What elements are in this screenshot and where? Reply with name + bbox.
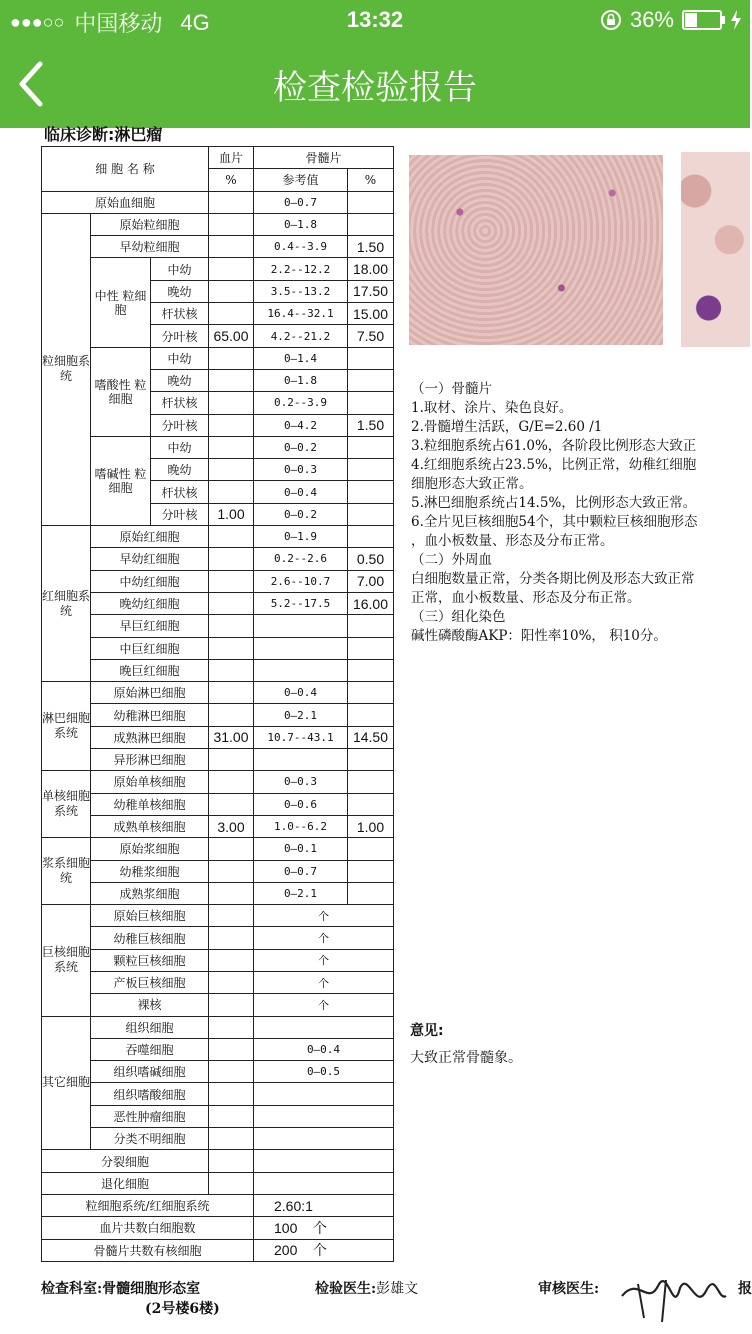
table-row [42,236,394,258]
opinion-label: 意见: [410,1023,444,1039]
blood-value [209,548,254,570]
findings-line: 细胞形态大致正常。 [411,476,533,492]
cell-label: 早幼粒细胞 [91,236,209,258]
blood-value: 65.00 [209,325,254,347]
reviewer-field: 审核医生: [538,1281,600,1297]
ref-value: 2.6--10.7 [254,570,348,592]
cell-label: 中巨红细胞 [91,637,209,659]
cell-label: 裸核 [91,994,209,1016]
cell-label: 晚巨红细胞 [91,659,209,681]
table-row [42,1083,394,1105]
group-mono: 单核细胞系统 [42,771,91,838]
status-bar [0,0,750,40]
cell-label: 中幼红细胞 [91,570,209,592]
cell-label: 原始血细胞 [42,191,209,213]
signal-strength: ●●●○○ [10,12,65,32]
marrow-value [348,213,394,235]
marrow-value [348,526,394,548]
marrow-value [348,369,394,391]
blood-value [209,459,254,481]
ref-value: 0—0.7 [254,860,348,882]
table-row [42,258,394,280]
ref-value: 0—0.2 [254,503,348,525]
table-row [42,213,394,235]
marrow-value [348,659,394,681]
findings-line: 3.粒细胞系统占61.0%，各阶段比例形态大致正 [411,438,697,454]
table-row [42,882,394,904]
table-row [42,994,394,1016]
cell-label: 原始淋巴细胞 [91,682,209,704]
table-row [42,659,394,681]
findings-text [411,380,750,646]
cell-label: 早幼红细胞 [91,548,209,570]
marrow-value [348,615,394,637]
ref-value: 个 [254,927,394,949]
cell-label: 分叶核 [151,325,209,347]
cell-label: 退化细胞 [42,1172,209,1194]
blood-value [209,392,254,414]
blood-value [209,303,254,325]
findings-line: 2.骨髓增生活跃，G/E=2.60 /1 [411,419,603,435]
table-row [42,570,394,592]
table-row [42,1061,394,1083]
cell-label: 成熟浆细胞 [91,882,209,904]
cell-label: 杆状核 [151,392,209,414]
cell-label: 原始单核细胞 [91,771,209,793]
cell-label: 原始巨核细胞 [91,905,209,927]
table-row [42,1105,394,1127]
cell-label: 骨髓片共数有核细胞 [42,1239,254,1261]
ref-value: 0—2.1 [254,704,348,726]
cell-label: 颗粒巨核细胞 [91,949,209,971]
table-row [42,147,394,169]
marrow-value [348,771,394,793]
ref-value: 个 [254,994,394,1016]
table-row [42,637,394,659]
ref-value: 个 [254,905,394,927]
cell-label: 幼稚淋巴细胞 [91,704,209,726]
findings-line: 6.全片见巨核细胞54个，其中颗粒巨核细胞形态 [411,514,698,530]
status-time: 13:32 [346,7,404,32]
blood-value [209,592,254,614]
table-row [42,726,394,748]
blood-value [209,704,254,726]
cell-label: 成熟单核细胞 [91,815,209,837]
blood-value [209,369,254,391]
table-row [42,860,394,882]
marrow-value [348,793,394,815]
cell-label: 晚幼红细胞 [91,592,209,614]
marrow-value: 1.50 [348,414,394,436]
findings-line: 5.淋巴细胞系统占14.5%，比例形态大致正常。 [411,495,697,511]
cell-label: 中幼 [151,347,209,369]
ref-value: 3.5--13.2 [254,280,348,302]
battery-percent: 36% [629,7,674,32]
ref-value: 0—0.4 [254,1038,394,1060]
cell-label: 原始浆细胞 [91,838,209,860]
blood-value [209,771,254,793]
header-percent: % [348,169,394,191]
ref-value: 0—1.8 [254,369,348,391]
cell-label: 异形淋巴细胞 [91,749,209,771]
table-row [42,615,394,637]
blood-value [209,659,254,681]
cell-label: 组织嗜碱细胞 [91,1061,209,1083]
marrow-value [348,503,394,525]
ref-value [254,637,348,659]
table-row [42,1217,394,1239]
blood-value [209,236,254,258]
table-row [42,749,394,771]
blood-value [209,436,254,458]
findings-line: 1.取材、涂片、染色良好。 [411,400,573,416]
blood-value [209,347,254,369]
ref-value: 0—1.9 [254,526,348,548]
cell-label: 原始红细胞 [91,526,209,548]
marrow-value [348,682,394,704]
ref-value [254,1105,394,1127]
blood-value [209,526,254,548]
cell-label: 分类不明细胞 [91,1128,209,1150]
table-row [42,1016,394,1038]
marrow-value: 7.00 [348,570,394,592]
group-other: 其它细胞 [42,1016,91,1150]
header-ref: 参考值 [254,169,348,191]
department-field: 检查科室:骨髓细胞形态室 (2号楼6楼) [41,1281,220,1317]
group-granulocyte: 粒细胞系统 [42,213,91,525]
header-marrow: 骨髓片 [254,147,394,169]
marrow-value: 7.50 [348,325,394,347]
header-percent: % [209,169,254,191]
cell-count-table [41,146,394,1262]
opinion-text: 大致正常骨髓象。 [410,1050,522,1066]
cell-label: 晚幼 [151,459,209,481]
bone-marrow-micrograph-high [681,152,750,347]
blood-value [209,793,254,815]
report-trailing-label: 报 [738,1281,752,1297]
cell-label: 幼稚巨核细胞 [91,927,209,949]
blood-value: 1.00 [209,503,254,525]
subgroup-neutrophil: 中性 粒细胞 [91,258,151,347]
ref-value [254,749,348,771]
ref-value: 0—0.3 [254,459,348,481]
ref-value: 0—2.1 [254,882,348,904]
ref-value: 个 [254,949,394,971]
table-row [42,1150,394,1172]
blood-value [209,749,254,771]
cell-label: 组织细胞 [91,1016,209,1038]
blood-value [209,414,254,436]
table-row [42,793,394,815]
battery-icon [682,10,722,30]
table-row [42,971,394,993]
marrow-value [348,882,394,904]
findings-line: 正常，血小板数量、形态及分布正常。 [411,590,641,606]
blood-value [209,860,254,882]
marrow-value: 0.50 [348,548,394,570]
table-row [42,1128,394,1150]
table-row [42,191,394,213]
clinical-diagnosis: 临床诊断:淋巴瘤 [44,125,163,144]
ref-value: 5.2--17.5 [254,592,348,614]
ref-value: 0—0.5 [254,1061,394,1083]
ref-value: 10.7--43.1 [254,726,348,748]
marrow-value: 16.00 [348,592,394,614]
table-row [42,838,394,860]
ref-value: 0—0.4 [254,481,348,503]
cell-label: 杆状核 [151,303,209,325]
findings-line: （一）骨髓片 [411,381,492,397]
blood-value [209,213,254,235]
ref-value [254,1128,394,1150]
marrow-value [348,459,394,481]
ref-value: 个 [254,971,394,993]
findings-line: ，血小板数量、形态及分布正常。 [411,533,614,549]
ref-value: 0.2--3.9 [254,392,348,414]
ref-value: 0—0.6 [254,793,348,815]
cell-label: 原始粒细胞 [91,213,209,235]
cell-label: 成熟淋巴细胞 [91,726,209,748]
ref-value [254,615,348,637]
ref-value: 4.2--21.2 [254,325,348,347]
marrow-value [348,436,394,458]
summary-value: 200 个 [254,1239,394,1261]
charging-bolt-icon [730,10,742,30]
header-blood: 血片 [209,147,254,169]
table-row [42,949,394,971]
cell-label: 产板巨核细胞 [91,971,209,993]
table-row [42,771,394,793]
ref-value: 1.0--6.2 [254,815,348,837]
ref-value: 0—0.3 [254,771,348,793]
cell-label: 分叶核 [151,414,209,436]
cell-label: 中幼 [151,258,209,280]
blood-value [209,682,254,704]
blood-value [209,882,254,904]
bone-marrow-micrograph-low [409,155,663,345]
blood-value [209,481,254,503]
blood-value [209,615,254,637]
marrow-value: 14.50 [348,726,394,748]
marrow-value [348,481,394,503]
findings-line: 白细胞数量正常，分类各期比例及形态大致正常 [411,571,695,587]
report-document [0,125,752,1334]
table-row [42,815,394,837]
blood-value [209,280,254,302]
cell-label: 晚幼 [151,369,209,391]
carrier-name: 中国移动 [74,11,163,36]
group-mega: 巨核细胞系统 [42,905,91,1016]
ref-value: 0—0.4 [254,682,348,704]
ref-value [254,659,348,681]
ref-value [254,1016,394,1038]
findings-line: （三）组化染色 [411,609,506,625]
cell-label: 早巨红细胞 [91,615,209,637]
ref-value: 0—1.8 [254,213,348,235]
cell-label: 中幼 [151,436,209,458]
department-sub: (2号楼6楼) [145,1301,220,1317]
table-row [42,1194,394,1216]
cell-label: 杆状核 [151,481,209,503]
blood-value [209,838,254,860]
findings-line: （二）外周血 [411,552,492,568]
findings-line: 碱性磷酸酶AKP：阳性率10%， 积10分。 [411,628,667,644]
marrow-value [348,838,394,860]
table-row [42,1239,394,1261]
findings-line: 4.红细胞系统占23.5%，比例正常，幼稚红细胞 [411,457,697,473]
table-row [42,548,394,570]
doctor-field: 检验医生:彭雄文 [315,1281,419,1297]
group-plasma: 浆系细胞统 [42,838,91,905]
cell-label: 吞噬细胞 [91,1038,209,1060]
marrow-value [348,637,394,659]
marrow-value [348,392,394,414]
ref-value: 0—0.7 [254,191,348,213]
group-lymph: 淋巴细胞系统 [42,682,91,771]
blood-value [209,258,254,280]
summary-value: 100 个 [254,1217,394,1239]
group-erythroid: 红细胞系统 [42,526,91,682]
marrow-value: 1.00 [348,815,394,837]
table-row [42,592,394,614]
page-title: 检查检验报告 [273,68,477,108]
network-type: 4G [180,9,210,35]
table-row [42,1038,394,1060]
ref-value: 0—4.2 [254,414,348,436]
table-row [42,347,394,369]
subgroup-eosinophil: 嗜酸性 粒细胞 [91,347,151,436]
marrow-value [348,347,394,369]
ref-value: 0—0.1 [254,838,348,860]
header-cell-name: 细 胞 名 称 [42,147,209,192]
rotation-lock-icon [600,9,622,31]
marrow-value: 1.50 [348,236,394,258]
cell-label: 幼稚单核细胞 [91,793,209,815]
ref-value: 0.2--2.6 [254,548,348,570]
marrow-value [348,704,394,726]
ref-value: 16.4--32.1 [254,303,348,325]
table-row [42,682,394,704]
cell-label: 组织嗜酸细胞 [91,1083,209,1105]
table-row [42,436,394,458]
nav-bar [0,40,750,128]
ref-value: 0—0.2 [254,436,348,458]
cell-label: 血片共数白细胞数 [42,1217,254,1239]
cell-label: 粒细胞系统/红细胞系统 [42,1194,254,1216]
blood-value [209,570,254,592]
marrow-value: 18.00 [348,258,394,280]
cell-label: 幼稚浆细胞 [91,860,209,882]
table-row [42,704,394,726]
cell-label: 分叶核 [151,503,209,525]
marrow-value: 15.00 [348,303,394,325]
blood-value [209,637,254,659]
cell-label: 恶性肿瘤细胞 [91,1105,209,1127]
ref-value [254,1083,394,1105]
blood-value: 31.00 [209,726,254,748]
table-row [42,526,394,548]
table-row [42,927,394,949]
reviewer-signature [618,1266,728,1326]
marrow-value [348,749,394,771]
ref-value: 0—1.4 [254,347,348,369]
summary-value: 2.60:1 [254,1194,394,1216]
ref-value: 2.2--12.2 [254,258,348,280]
cell-label: 晚幼 [151,280,209,302]
cell-label: 分裂细胞 [42,1150,209,1172]
ref-value: 0.4--3.9 [254,236,348,258]
blood-value: 3.00 [209,815,254,837]
marrow-value [348,860,394,882]
subgroup-basophil: 嗜碱性 粒细胞 [91,436,151,525]
marrow-value: 17.50 [348,280,394,302]
table-row [42,905,394,927]
table-row [42,1172,394,1194]
